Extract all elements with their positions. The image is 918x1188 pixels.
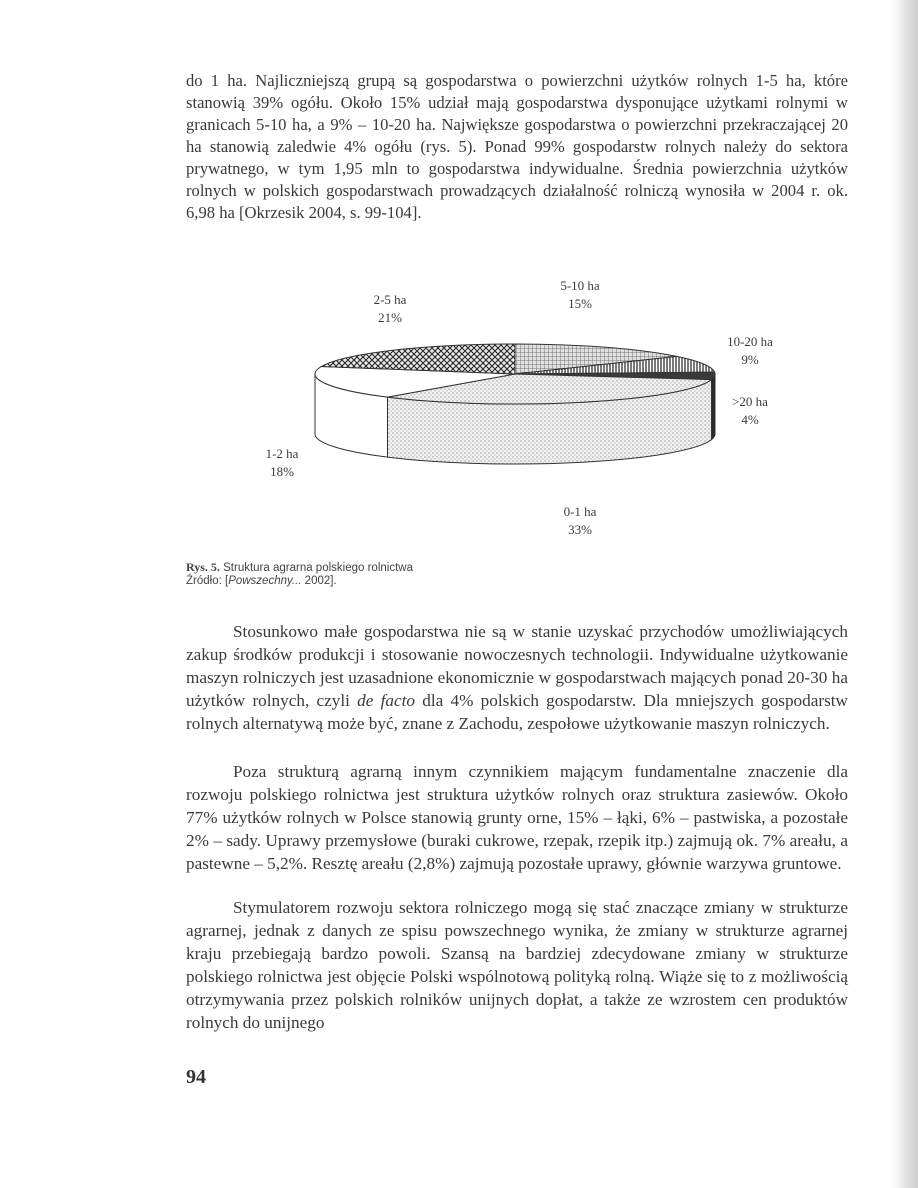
pie-value-0-1-ha: 33% [568,522,592,537]
pie-value-2-5-ha: 21% [378,310,402,325]
pie-label-1-2-ha: 1-2 ha [265,446,299,461]
page-number: 94 [186,1066,206,1088]
source-italic: Powszechny... [228,575,302,587]
source-prefix: Źródło: [ [186,575,229,587]
paragraph-machinery [186,620,848,735]
pie-label-10-20-ha: 10-20 ha [727,334,773,349]
paragraph-2-after: dla 4% polskich gospodarstw. Dla mniejszych gospodarstw rolnych alternatywą może być, znane z Zachodu, zespołowe użytkowanie maszyn rolniczych. [186,691,848,733]
figure-label: Rys. 5. [186,560,220,574]
paragraph-2-before: Stosunkowo małe gospodarstwa nie są w stanie uzyskać przychodów umożliwiających zakup środków produkcji i stosowanie nowoczesnych technologii. Indywidualne użytkowanie maszyn rolniczych jest uzasadnione ekonomicznie w gospodarstwach mających ponad 20-30 ha użytków rolnych, czyli [186,622,848,710]
pie-label-0-1-ha: 0-1 ha [563,504,597,519]
paragraph-land-use: Poza strukturą agrarną innym czynnikiem mającym fundamentalne znaczenie dla rozwoju polskiego rolnictwa jest struktura użytków rolnych oraz struktura zasiewów. Około 77% użytków rolnych w Polsce stanowią grunty orne, 15% – łąki, 6% – pastwiska, a pozostałe 2% – sady. Uprawy przemysłowe (buraki cukrowe, rzepak, rzepik itp.) zajmują ok. 7% areału, a pastewne – 5,2%. Resztę areału (2,8%) zajmują pozostałe uprawy, głównie warzywa gruntowe. [186,762,848,873]
paragraph-2-italic: de facto [357,691,415,710]
pie-value-5-10-ha: 15% [568,296,592,311]
pie-label-5-10-ha: 5-10 ha [560,278,600,293]
farm-size-pie-chart [240,276,800,546]
pie-side-20-ha [712,374,716,440]
pie-label-20-ha: >20 ha [732,394,768,409]
pie-value-1-2-ha: 18% [270,464,294,479]
intro-paragraph: do 1 ha. Najliczniejszą grupą są gospodarstwa o powierzchni użytków rolnych 1-5 ha, które stanowią 39% ogółu. Około 15% udział mają gospodarstwa dysponujące użytkami rolnymi w granicach 5-10 ha, a 9% – 10-20 ha. Największe gospodarstwa o powierzchni przekraczającej 20 ha stanowią zaledwie 4% ogółu (rys. 5). Ponad 99% gospodarstw rolnych należy do sektora prywatnego, w tym 1,95 mln to gospodarstwa indywidualne. Średnia powierzchnia użytków rolnych w polskich gospodarstwach prowadzących działalność rolniczą wynosiła w 2004 r. ok. 6,98 ha [Okrzesik 2004, s. 99-104]. [186,71,848,222]
figure-title: Struktura agrarna polskiego rolnictwa [223,562,413,574]
pie-label-2-5-ha: 2-5 ha [373,292,407,307]
source-suffix: 2002]. [301,575,337,587]
pie-value-10-20-ha: 9% [741,352,759,367]
pie-value-20-ha: 4% [741,412,759,427]
scan-page-edge [890,0,918,1188]
figure-caption [186,560,413,575]
paragraph-structural-change: Stymulatorem rozwoju sektora rolniczego mogą się stać znaczące zmiany w strukturze agrarnej, jednak z danych ze spisu powszechnego wynika, że zmiany w strukturze agrarnej kraju przebiegają bardzo powoli. Szansą na bardziej zdecydowane zmiany w strukturze polskiego rolnictwa jest objęcie Polski wspólnotową polityką rolną. Wiąże się to z możliwością otrzymywania przez polskich rolników unijnych dopłat, a także ze wzrostem cen produktów rolnych do unijnego [186,898,848,1032]
figure-source [186,575,337,587]
